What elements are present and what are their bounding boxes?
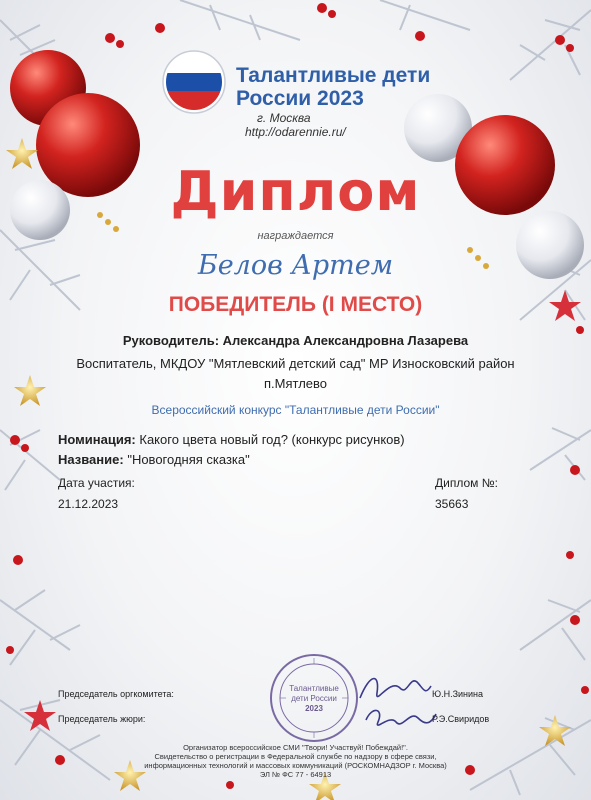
- place-title: ПОБЕДИТЕЛЬ (I МЕСТО): [168, 293, 423, 316]
- chair-org-name: Ю.Н.Зинина: [432, 689, 484, 699]
- date-label: Дата участия:: [58, 476, 135, 490]
- footer-line3: информационных технологий и массовых коммуникаций (РОСКОМНАДЗОР г. Москва): [144, 761, 447, 770]
- diploma-number-label: Диплом №:: [435, 476, 498, 490]
- date-value: 21.12.2023: [58, 497, 119, 511]
- chair-jury-name: Р.Э.Свиридов: [432, 714, 490, 724]
- work-name-row: [58, 452, 250, 467]
- leader-line: Руководитель: Александра Александровна Лазарева: [122, 333, 469, 348]
- awarded-label: награждается: [257, 230, 334, 242]
- recipient-name: Белов Артем: [197, 250, 394, 281]
- footer-line4: ЭЛ № ФС 77 - 64913: [259, 770, 332, 779]
- diploma-number-value: 35663: [435, 497, 469, 511]
- nomination-row: [58, 432, 405, 447]
- logo-city: г. Москва: [257, 111, 311, 125]
- work-name-label: Название:: [58, 452, 124, 467]
- diploma-title: Диплом: [170, 160, 421, 223]
- stamp-line2: дети России: [291, 694, 337, 703]
- nomination-label: Номинация:: [58, 432, 136, 447]
- organization-text: Воспитатель, МКДОУ "Мятлевский детский сад" МР Износковский район п.Мятлево: [76, 356, 515, 391]
- contest-name: Всероссийский конкурс "Талантливые дети России": [151, 403, 440, 417]
- nomination-value: Какого цвета новый год? (конкурс рисунков): [139, 432, 405, 447]
- signature-jury-icon: [360, 700, 440, 736]
- logo-title-line2: России 2023: [236, 87, 364, 110]
- chair-jury-label: Председатель жюри:: [58, 714, 146, 724]
- logo-site-link[interactable]: http://odarennie.ru/: [245, 125, 346, 139]
- footer-organizer: [120, 743, 471, 779]
- stamp-line3: 2023: [305, 704, 323, 713]
- logo-title-line1: Талантливые дети: [236, 64, 431, 87]
- work-name-value: "Новогодняя сказка": [127, 452, 250, 467]
- footer-line1: Организатор всероссийское СМИ "Твори! Участвуй! Побеждай!".: [183, 743, 408, 752]
- russian-flag-icon: [162, 50, 226, 114]
- chair-org-label: Председатель оргкомитета:: [58, 689, 174, 699]
- footer-line2: Свидетельство о регистрации в Федеральной службе по надзору в сфере связи,: [154, 752, 437, 761]
- stamp-line1: Талантливые: [289, 684, 339, 693]
